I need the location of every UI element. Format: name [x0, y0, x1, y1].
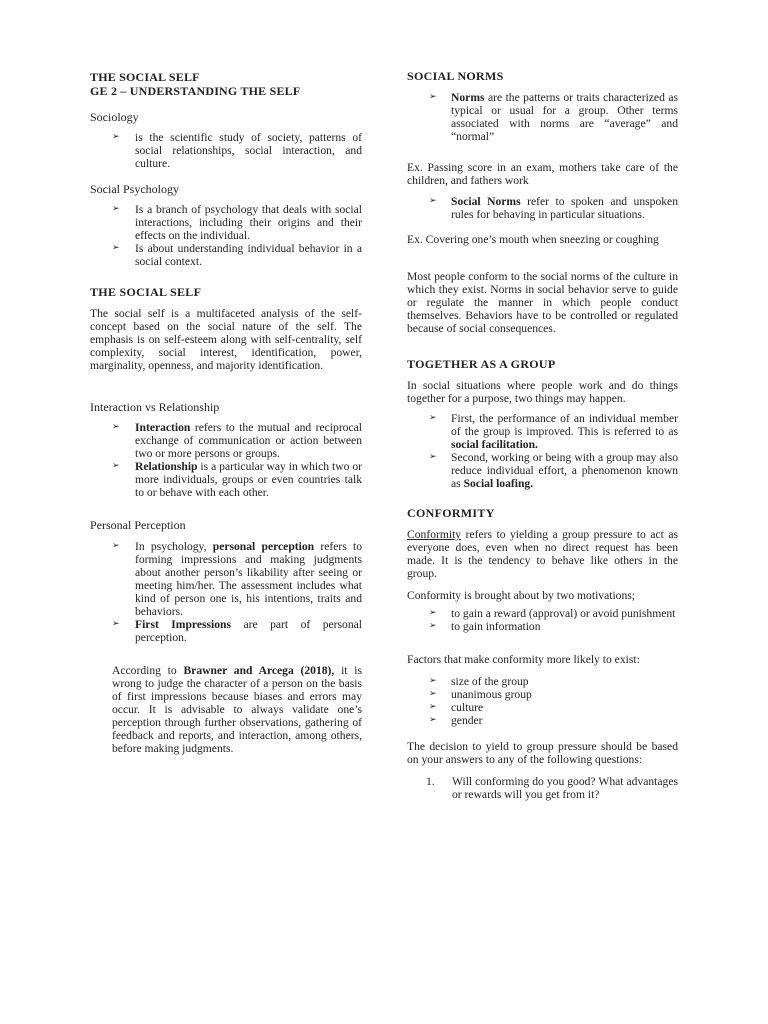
list-item: 1. Will conforming do you good? What advantages or rewards will you get from it?: [426, 775, 678, 801]
arrow-bullet-icon: ➢: [429, 715, 437, 725]
arrow-bullet-icon: ➢: [429, 676, 437, 686]
arrow-bullet-icon: ➢: [112, 243, 120, 253]
arrow-bullet-icon: ➢: [429, 452, 437, 462]
norms-example-2: Ex. Covering one’s mouth when sneezing or coughing: [407, 233, 659, 246]
conformity-definition: Conformity refers to yielding a group pressure to act as everyone does, even when no direct request has been made. It is the tendency to behave like others in the group.: [407, 528, 678, 580]
list-item: ➢ size of the group: [429, 675, 529, 688]
social-self-paragraph: The social self is a multifaceted analysis of the self-concept based on the social nature of the self. The emphasis is on self-esteem along with self-centrality, self complexity, social interest, identification, power, marginality, openness, and majority identification.: [90, 307, 362, 372]
conformity-motivations: Conformity is brought about by two motivations;: [407, 589, 636, 602]
arrow-bullet-icon: ➢: [112, 132, 120, 142]
group-list: [407, 412, 678, 490]
list-item: ➢ gender: [429, 714, 483, 727]
interaction-heading: Interaction vs Relationship: [90, 400, 220, 414]
motivation-list: [407, 607, 678, 633]
perception-paragraph: According to Brawner and Arcega (2018), it is wrong to judge the character of a person on the basis of first impressions because biases and errors may occur. It is advisable to always validate one’s perception through further observations, gathering of feedback and reports, and interaction, among others, before making judgments.: [112, 664, 362, 755]
social-norms-heading: SOCIAL NORMS: [407, 69, 504, 83]
list-item: ➢ Relationship is a particular way in which two or more individuals, groups or even countries talk to or behave with each other.: [112, 460, 362, 499]
list-item: ➢ In psychology, personal perception refers to forming impressions and making judgments about another person’s likability after seeing or meeting him/her. The assessment includes what kind of person one is, his intentions, traits and behaviors.: [112, 540, 362, 618]
document-title: THE SOCIAL SELF: [90, 70, 200, 84]
arrow-bullet-icon: ➢: [429, 608, 437, 618]
arrow-bullet-icon: ➢: [429, 196, 437, 206]
document-subtitle: GE 2 – UNDERSTANDING THE SELF: [90, 84, 301, 98]
arrow-bullet-icon: ➢: [112, 619, 120, 629]
norms-example-1: Ex. Passing score in an exam, mothers take care of the children, and fathers work: [407, 161, 678, 187]
interaction-list: [90, 421, 362, 499]
sociology-heading: Sociology: [90, 110, 139, 124]
norms-paragraph: Most people conform to the social norms of the culture in which they exist. Norms in social behavior serve to guide or regulate the manner in which people conduct themselves. Behaviors have to be controlled or regulated because of social consequences.: [407, 270, 678, 335]
conformity-heading: CONFORMITY: [407, 506, 495, 520]
questions-list: [407, 775, 678, 801]
arrow-bullet-icon: ➢: [429, 413, 437, 423]
norms-list: [407, 91, 678, 143]
arrow-bullet-icon: ➢: [429, 689, 437, 699]
list-item: ➢ is the scientific study of society, patterns of social relationships, social interaction, and culture.: [112, 131, 362, 170]
social-psychology-list: [90, 203, 362, 268]
perception-list: [90, 540, 362, 644]
decision-paragraph: The decision to yield to group pressure should be based on your answers to any of the following questions:: [407, 740, 678, 766]
arrow-bullet-icon: ➢: [429, 702, 437, 712]
arrow-bullet-icon: ➢: [112, 461, 120, 471]
list-item: ➢ Second, working or being with a group may also reduce individual effort, a phenomenon known as Social loafing.: [429, 451, 678, 490]
list-item: ➢ culture: [429, 701, 484, 714]
list-item: ➢ to gain a reward (approval) or avoid punishment: [429, 607, 676, 620]
factors-list: [407, 675, 678, 727]
list-item: ➢ First Impressions are part of personal perception.: [112, 618, 362, 644]
group-paragraph: In social situations where people work and do things together for a purpose, two things may happen.: [407, 379, 678, 405]
arrow-bullet-icon: ➢: [112, 422, 120, 432]
right-column: [407, 70, 678, 801]
group-heading: TOGETHER AS A GROUP: [407, 357, 556, 371]
social-norms-list: [407, 195, 678, 221]
list-item: ➢ Is a branch of psychology that deals with social interactions, including their origins and their effects on the individual.: [112, 203, 362, 242]
social-self-heading: THE SOCIAL SELF: [90, 285, 202, 299]
perception-heading: Personal Perception: [90, 518, 186, 532]
arrow-bullet-icon: ➢: [429, 92, 437, 102]
list-item: ➢ First, the performance of an individual member of the group is improved. This is referred to as social facilitation.: [429, 412, 678, 451]
list-item: ➢ to gain information: [429, 620, 541, 633]
arrow-bullet-icon: ➢: [112, 204, 120, 214]
list-item: ➢ Interaction refers to the mutual and reciprocal exchange of communication or action between two or more persons or groups.: [112, 421, 362, 460]
left-column: [90, 70, 362, 755]
arrow-bullet-icon: ➢: [112, 541, 120, 551]
list-item: ➢ Norms are the patterns or traits characterized as typical or usual for a group. Other terms associated with norms are “average” and “normal”: [429, 91, 678, 143]
arrow-bullet-icon: ➢: [429, 621, 437, 631]
list-item: ➢ unanimous group: [429, 688, 532, 701]
factors-intro: Factors that make conformity more likely to exist:: [407, 653, 640, 666]
social-psychology-heading: Social Psychology: [90, 182, 179, 196]
sociology-list: [90, 131, 362, 170]
list-item: ➢ Social Norms refer to spoken and unspoken rules for behaving in particular situations.: [429, 195, 678, 221]
list-item: ➢ Is about understanding individual behavior in a social context.: [112, 242, 362, 268]
